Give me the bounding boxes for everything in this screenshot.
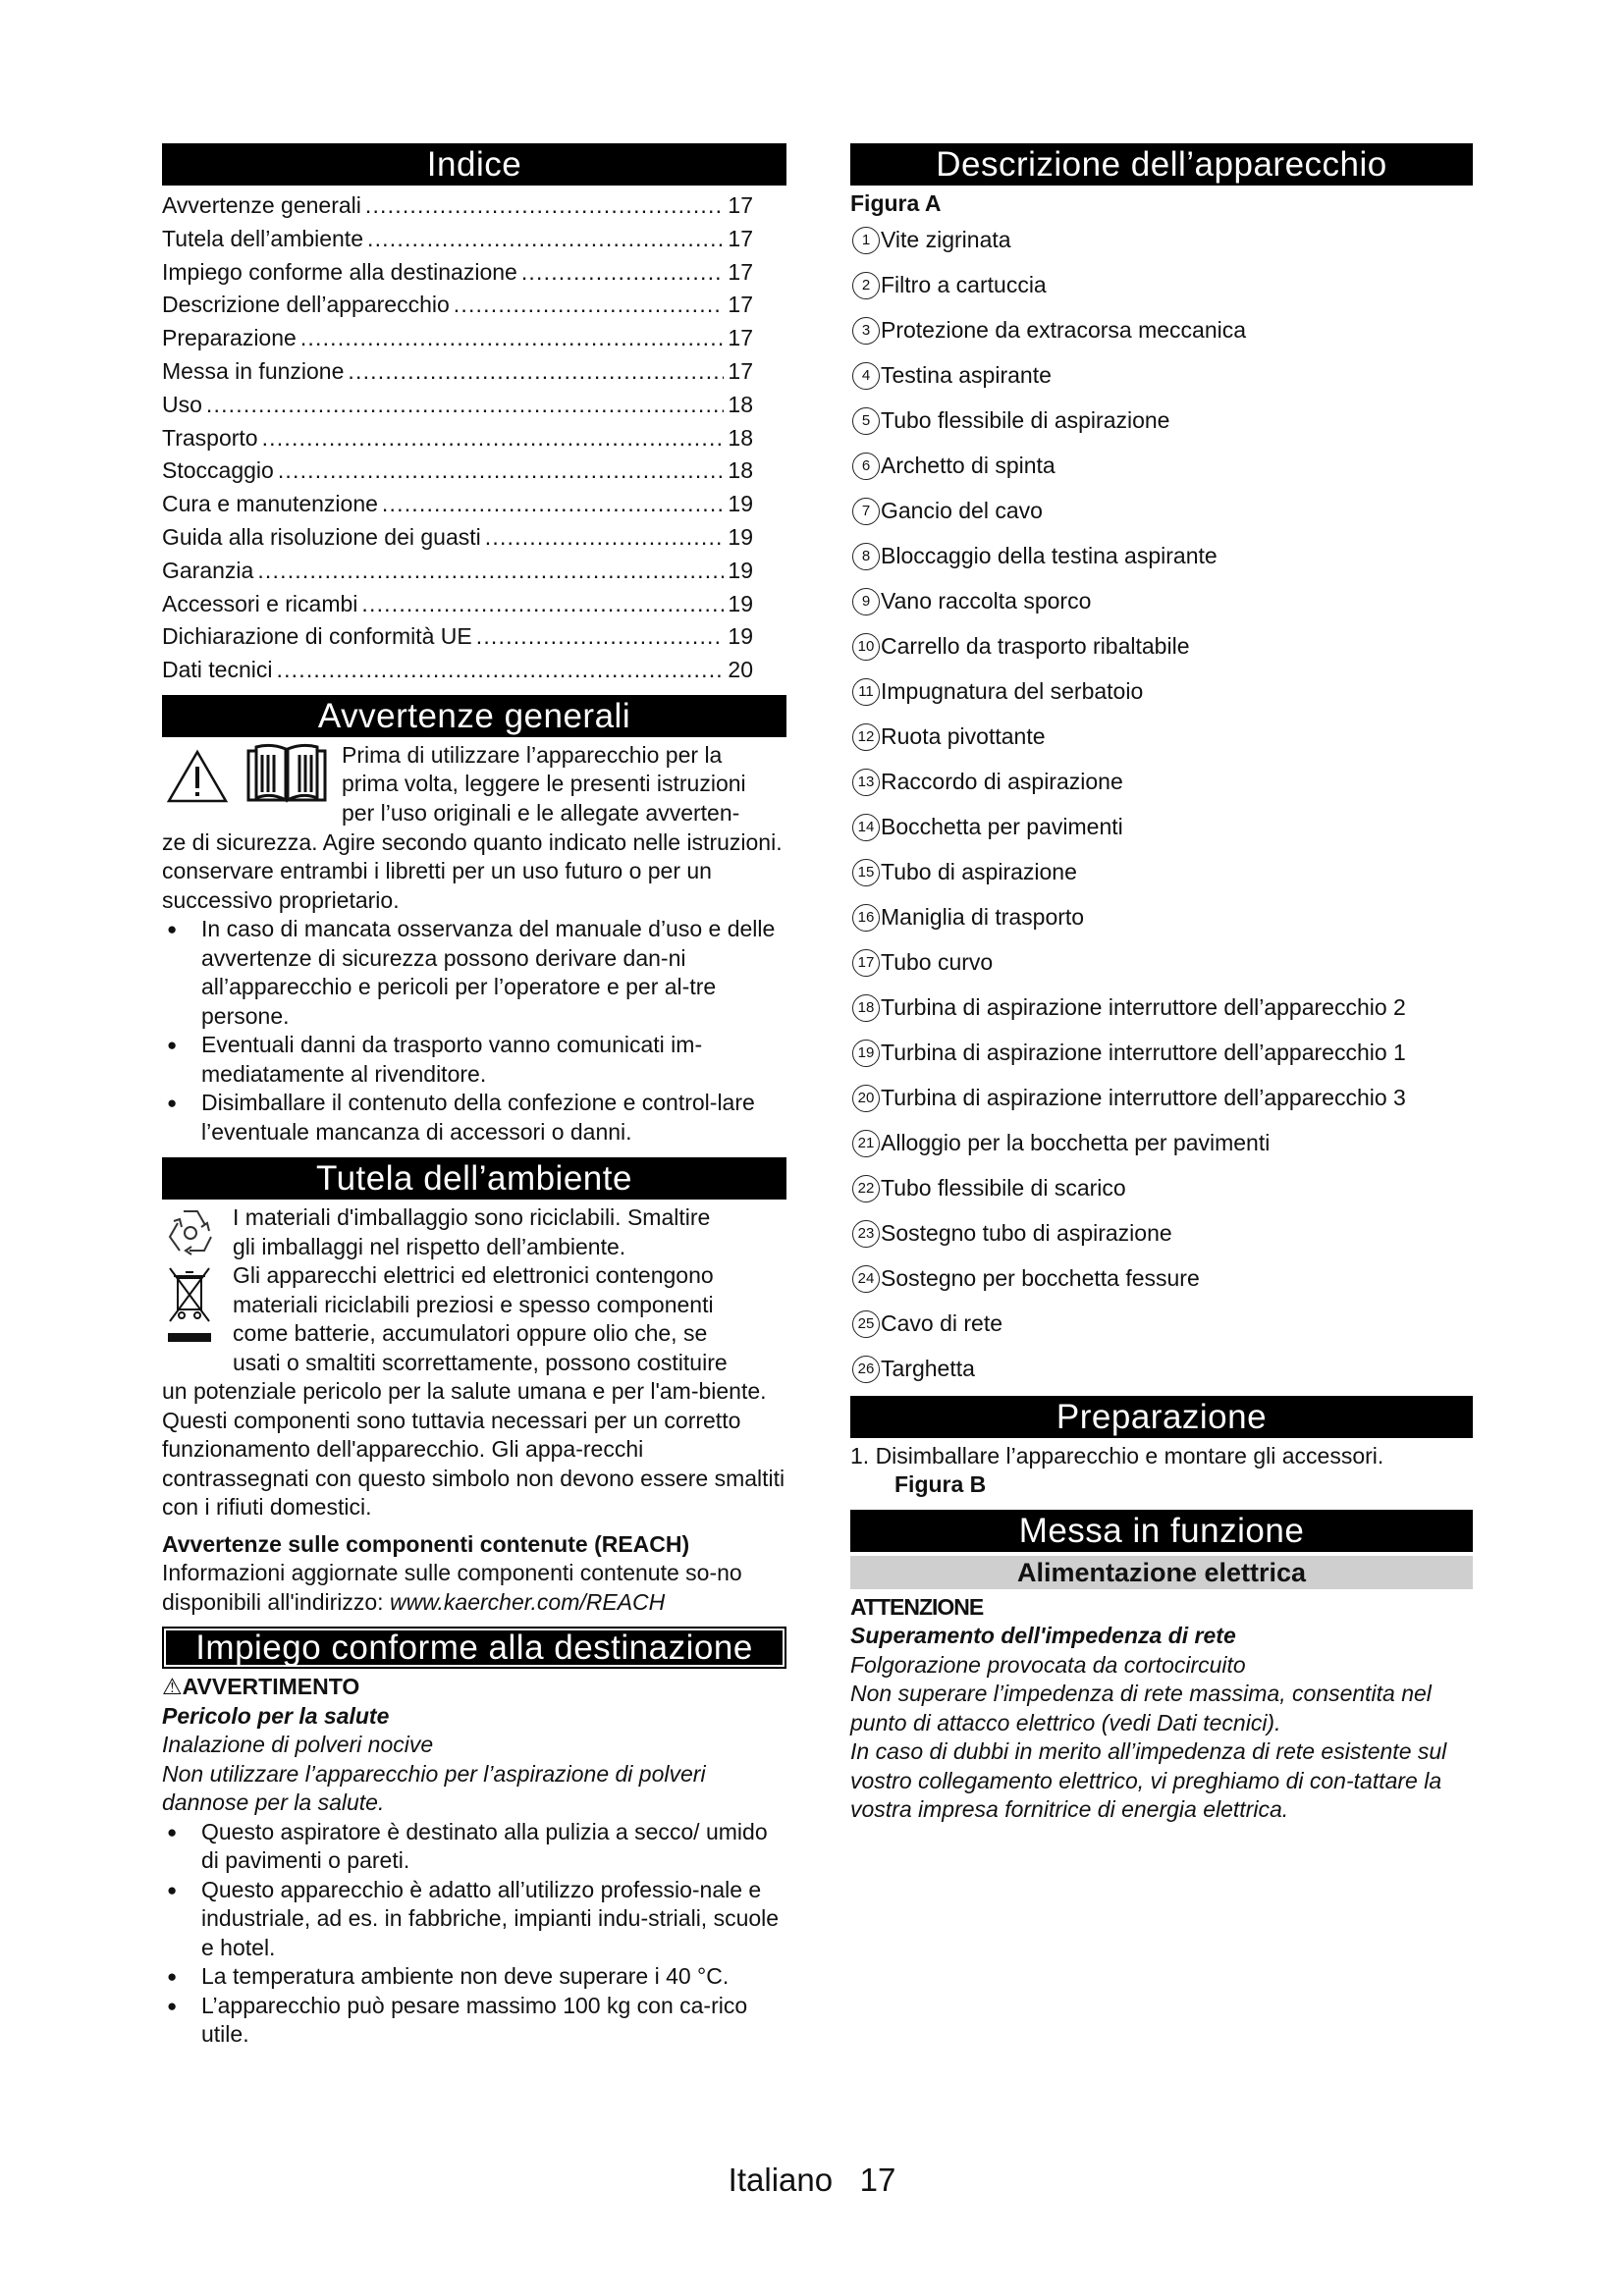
avvertenze-bullet: ● Eventuali danni da trasporto vanno comunicati im-mediatamente al rivenditore.: [162, 1031, 786, 1089]
toc-entry-label: Stoccaggio: [162, 457, 274, 484]
part-label: Raccordo di aspirazione: [881, 769, 1123, 794]
toc-entry[interactable]: [162, 289, 786, 322]
reach-text: [162, 1559, 786, 1617]
toc-entry-page: 20: [728, 657, 753, 683]
part-item: [850, 489, 1473, 534]
part-label: Sostegno per bocchetta fessure: [881, 1265, 1200, 1291]
intro-line: Prima di utilizzare l’apparecchio per la: [342, 741, 723, 768]
table-of-contents: [162, 189, 786, 687]
messa-hazard: Superamento dell'impedenza di rete: [850, 1623, 1236, 1648]
messa-text-1: Non superare l’impedenza di rete massima, consentita nel punto di attacco elettrico (vedi Dati tecnici).: [850, 1681, 1432, 1735]
part-number-badge: 23: [852, 1220, 880, 1248]
part-label: Turbina di aspirazione interruttore dell’apparecchio 3: [881, 1085, 1406, 1110]
toc-entry-page: 18: [728, 424, 753, 451]
toc-entry[interactable]: [162, 555, 786, 588]
impiego-bullet: ● Questo aspiratore è destinato alla pulizia a secco/ umido di pavimenti o pareti.: [162, 1818, 786, 1876]
toc-entry-page: 18: [728, 457, 753, 484]
ambiente-line: gli imballaggi nel rispetto dell’ambiente.: [233, 1233, 626, 1259]
part-item: [850, 1031, 1473, 1076]
toc-entry-label: Impiego conforme alla destinazione: [162, 258, 517, 285]
ambiente-line: come batterie, accumulatori oppure olio che, se: [233, 1320, 708, 1347]
part-number-badge: 15: [852, 859, 880, 886]
toc-entry[interactable]: [162, 521, 786, 555]
warning-icon: ⚠: [162, 1674, 183, 1700]
reach-url[interactable]: www.kaercher.com/REACH: [389, 1588, 666, 1615]
toc-entry-page: 19: [728, 491, 753, 517]
part-item: [850, 218, 1473, 263]
toc-entry-label: Dati tecnici: [162, 657, 273, 683]
part-item: [850, 579, 1473, 624]
ambiente-line: materiali riciclabili preziosi e spesso componenti: [233, 1291, 714, 1317]
part-label: Archetto di spinta: [881, 453, 1056, 478]
part-item: [850, 399, 1473, 444]
wheelie-bin-crossed-icon: [166, 1264, 213, 1345]
part-item: [850, 895, 1473, 940]
toc-leader-dots: [348, 355, 724, 389]
avvertenze-bullet: ● Disimballare il contenuto della confezione e control-lare l’eventuale mancanza di accessori o danni.: [162, 1089, 786, 1147]
ambiente-rest: un potenziale pericolo per la salute umana e per l'am-biente. Questi componenti sono tuttavia necessari per un corretto funzionamento dell'apparecchio. Gli appa-recchi contrassegnati con questo simbolo non devono essere smaltiti con i rifiuti domestici.: [162, 1378, 785, 1521]
toc-leader-dots: [485, 521, 725, 555]
part-number-badge: 19: [852, 1040, 880, 1067]
toc-entry[interactable]: [162, 322, 786, 355]
part-number-badge: 17: [852, 949, 880, 977]
impiego-bullet: ● L’apparecchio può pesare massimo 100 kg con ca-rico utile.: [162, 1992, 786, 2050]
part-number-badge: 9: [852, 588, 880, 615]
part-number-badge: 4: [852, 362, 880, 390]
part-label: Gancio del cavo: [881, 498, 1043, 523]
part-label: Filtro a cartuccia: [881, 272, 1047, 297]
part-number-badge: 20: [852, 1085, 880, 1112]
messa-heading: Messa in funzione: [850, 1510, 1473, 1552]
impiego-bullet: ● Questo apparecchio è adatto all’utilizzo professio-nale e industriale, ad es. in fabbriche, impianti indu-striali, scuole e hotel.: [162, 1876, 786, 1963]
intro-line: prima volta, leggere le presenti istruzioni: [342, 771, 746, 797]
toc-entry[interactable]: [162, 654, 786, 687]
toc-leader-dots: [278, 454, 725, 488]
toc-leader-dots: [361, 588, 724, 621]
right-column: [850, 143, 1473, 1825]
ambiente-line: Gli apparecchi elettrici ed elettronici contengono: [233, 1262, 714, 1289]
part-label: Tubo flessibile di scarico: [881, 1175, 1126, 1201]
part-number-badge: 10: [852, 633, 880, 661]
part-number-badge: 25: [852, 1310, 880, 1338]
part-item: [850, 1302, 1473, 1347]
part-label: Alloggio per la bocchetta per pavimenti: [881, 1130, 1271, 1155]
ambiente-heading: Tutela dell’ambiente: [162, 1157, 786, 1200]
figura-a-label: Figura A: [850, 190, 942, 216]
toc-entry-label: Accessori e ricambi: [162, 590, 358, 616]
toc-leader-dots: [382, 488, 724, 521]
toc-entry[interactable]: [162, 454, 786, 488]
footer-language: Italiano: [728, 2162, 834, 2198]
part-label: Ruota pivottante: [881, 723, 1046, 749]
toc-entry-page: 19: [728, 523, 753, 550]
part-number-badge: 1: [852, 227, 880, 254]
part-number-badge: 5: [852, 407, 880, 435]
toc-entry-label: Preparazione: [162, 325, 297, 351]
toc-entry[interactable]: [162, 355, 786, 389]
attention-label: ATTENZIONE: [850, 1593, 984, 1620]
part-item: [850, 1347, 1473, 1392]
part-label: Protezione da extracorsa meccanica: [881, 317, 1247, 343]
part-label: Vite zigrinata: [881, 227, 1011, 252]
avvertenze-keep-note: conservare entrambi i libretti per un uso futuro o per un successivo proprietario.: [162, 858, 712, 913]
part-item: [850, 1121, 1473, 1166]
preparazione-heading: Preparazione: [850, 1396, 1473, 1438]
toc-leader-dots: [276, 654, 724, 687]
messa-text-2: In caso di dubbi in merito all’impedenza di rete esistente sul vostro collegamento elettrico, vi preghiamo di con-tattare la vostra impresa fornitrice di energia elettrica.: [850, 1738, 1447, 1822]
part-label: Bloccaggio della testina aspirante: [881, 543, 1218, 568]
toc-entry-page: 17: [728, 192, 753, 218]
part-number-badge: 8: [852, 543, 880, 570]
toc-entry[interactable]: [162, 620, 786, 654]
toc-leader-dots: [454, 289, 725, 322]
toc-entry-label: Garanzia: [162, 557, 254, 583]
toc-entry-label: Tutela dell’ambiente: [162, 225, 363, 251]
part-item: [850, 353, 1473, 399]
avvertenze-heading: Avvertenze generali: [162, 695, 786, 737]
page-footer: [0, 2162, 1624, 2199]
toc-entry-label: Trasporto: [162, 424, 258, 451]
figura-b-label: Figura B: [894, 1471, 987, 1497]
impiego-cause: Inalazione di polveri nocive: [162, 1732, 434, 1758]
toc-leader-dots: [365, 189, 725, 223]
part-number-badge: 6: [852, 453, 880, 480]
part-number-badge: 22: [852, 1175, 880, 1202]
part-number-badge: 2: [852, 272, 880, 299]
toc-entry[interactable]: [162, 256, 786, 290]
toc-entry[interactable]: [162, 422, 786, 455]
impiego-warning-label: [162, 1673, 786, 1702]
alimentazione-subheading: Alimentazione elettrica: [850, 1556, 1473, 1589]
toc-entry-page: 17: [728, 292, 753, 318]
part-label: Cavo di rete: [881, 1310, 1003, 1336]
part-number-badge: 26: [852, 1356, 880, 1383]
part-item: [850, 534, 1473, 579]
toc-leader-dots: [257, 555, 724, 588]
part-label: Tubo di aspirazione: [881, 859, 1077, 884]
recycle-icon: [162, 1205, 219, 1260]
part-number-badge: 12: [852, 723, 880, 751]
ambiente-lines-a: [162, 1203, 786, 1377]
manual-book-icon: [246, 743, 327, 808]
toc-leader-dots: [521, 256, 725, 290]
part-item: [850, 444, 1473, 489]
part-number-badge: 7: [852, 498, 880, 525]
ambiente-block: [162, 1203, 786, 1377]
intro-line: per l’uso originali e le allegate avverten-: [342, 799, 740, 826]
toc-entry-label: Messa in funzione: [162, 357, 345, 384]
part-item: [850, 1211, 1473, 1256]
toc-entry-page: 17: [728, 225, 753, 251]
toc-leader-dots: [300, 322, 725, 355]
part-item: [850, 308, 1473, 353]
toc-entry-page: 19: [728, 590, 753, 616]
part-label: Tubo flessibile di aspirazione: [881, 407, 1170, 433]
left-column: [162, 143, 786, 2050]
toc-leader-dots: [206, 389, 725, 422]
impiego-heading: Impiego conforme alla destinazione: [162, 1627, 786, 1669]
toc-entry-label: Cura e manutenzione: [162, 491, 378, 517]
footer-page-number: 17: [859, 2162, 896, 2198]
part-item: [850, 669, 1473, 715]
warning-triangle-icon: [166, 749, 229, 804]
toc-entry-label: Uso: [162, 391, 202, 417]
part-label: Carrello da trasporto ribaltabile: [881, 633, 1190, 659]
toc-entry[interactable]: [162, 223, 786, 256]
part-item: [850, 263, 1473, 308]
toc-leader-dots: [262, 422, 725, 455]
reach-title: Avvertenze sulle componenti contenute (REACH): [162, 1530, 690, 1557]
indice-heading: Indice: [162, 143, 786, 186]
part-item: [850, 624, 1473, 669]
toc-entry-page: 19: [728, 623, 753, 650]
messa-cause: Folgorazione provocata da cortocircuito: [850, 1651, 1246, 1678]
ambiente-line: I materiali d'imballaggio sono riciclabili. Smaltire: [233, 1204, 711, 1231]
part-label: Turbina di aspirazione interruttore dell’apparecchio 2: [881, 994, 1406, 1020]
part-item: [850, 986, 1473, 1031]
toc-entry[interactable]: [162, 588, 786, 621]
impiego-bullet: ● La temperatura ambiente non deve superare i 40 °C.: [162, 1962, 786, 1992]
part-item: [850, 1076, 1473, 1121]
reach-text-body: Informazioni aggiornate sulle componenti contenute so-no disponibili all'indirizzo:: [162, 1560, 742, 1615]
part-number-badge: 18: [852, 994, 880, 1022]
toc-entry-label: Dichiarazione di conformità UE: [162, 623, 472, 650]
part-item: [850, 1166, 1473, 1211]
part-number-badge: 21: [852, 1130, 880, 1157]
part-number-badge: 16: [852, 904, 880, 932]
avvertenze-intro-lines: [342, 741, 746, 828]
part-item: [850, 715, 1473, 760]
toc-leader-dots: [476, 620, 725, 654]
part-label: Impugnatura del serbatoio: [881, 678, 1144, 704]
toc-entry-page: 18: [728, 391, 753, 417]
part-number-badge: 24: [852, 1265, 880, 1293]
warning-label-text: AVVERTIMENTO: [182, 1674, 360, 1700]
toc-entry-page: 17: [728, 258, 753, 285]
toc-entry[interactable]: [162, 189, 786, 223]
part-label: Testina aspirante: [881, 362, 1052, 388]
impiego-instruction: Non utilizzare l’apparecchio per l’aspirazione di polveri dannose per la salute.: [162, 1760, 706, 1816]
parts-list: [850, 218, 1473, 1392]
part-item: [850, 850, 1473, 895]
part-item: [850, 760, 1473, 805]
part-label: Vano raccolta sporco: [881, 588, 1092, 614]
toc-entry-page: 19: [728, 557, 753, 583]
ambiente-line: usati o smaltiti scorrettamente, possono costituire: [233, 1349, 728, 1375]
avvertenze-intro-rest: ze di sicurezza. Agire secondo quanto indicato nelle istruzioni.: [162, 828, 783, 855]
toc-entry-page: 17: [728, 357, 753, 384]
part-number-badge: 13: [852, 769, 880, 796]
part-label: Targhetta: [881, 1356, 975, 1381]
toc-entry[interactable]: [162, 389, 786, 422]
toc-entry-label: Guida alla risoluzione dei guasti: [162, 523, 481, 550]
part-item: [850, 805, 1473, 850]
toc-entry-page: 17: [728, 325, 753, 351]
toc-leader-dots: [367, 223, 724, 256]
part-label: Sostegno tubo di aspirazione: [881, 1220, 1172, 1246]
preparazione-step: 1. Disimballare l’apparecchio e montare gli accessori.: [850, 1442, 1384, 1468]
part-label: Maniglia di trasporto: [881, 904, 1085, 930]
toc-entry-label: Descrizione dell’apparecchio: [162, 292, 450, 318]
toc-entry-label: Avvertenze generali: [162, 192, 361, 218]
part-number-badge: 14: [852, 814, 880, 841]
avvertenze-intro-block: [162, 741, 786, 828]
part-label: Tubo curvo: [881, 949, 994, 975]
avvertenze-bullet: ● In caso di mancata osservanza del manuale d’uso e delle avvertenze di sicurezza possono derivare dan-ni all’apparecchio e pericoli per l’operatore e per al-tre persone.: [162, 915, 786, 1031]
part-number-badge: 11: [852, 678, 880, 706]
part-label: Bocchetta per pavimenti: [881, 814, 1123, 839]
part-number-badge: 3: [852, 317, 880, 345]
impiego-hazard: Pericolo per la salute: [162, 1702, 390, 1729]
part-label: Turbina di aspirazione interruttore dell’apparecchio 1: [881, 1040, 1406, 1065]
part-item: [850, 1256, 1473, 1302]
descrizione-heading: Descrizione dell’apparecchio: [850, 143, 1473, 186]
toc-entry[interactable]: [162, 488, 786, 521]
part-item: [850, 940, 1473, 986]
